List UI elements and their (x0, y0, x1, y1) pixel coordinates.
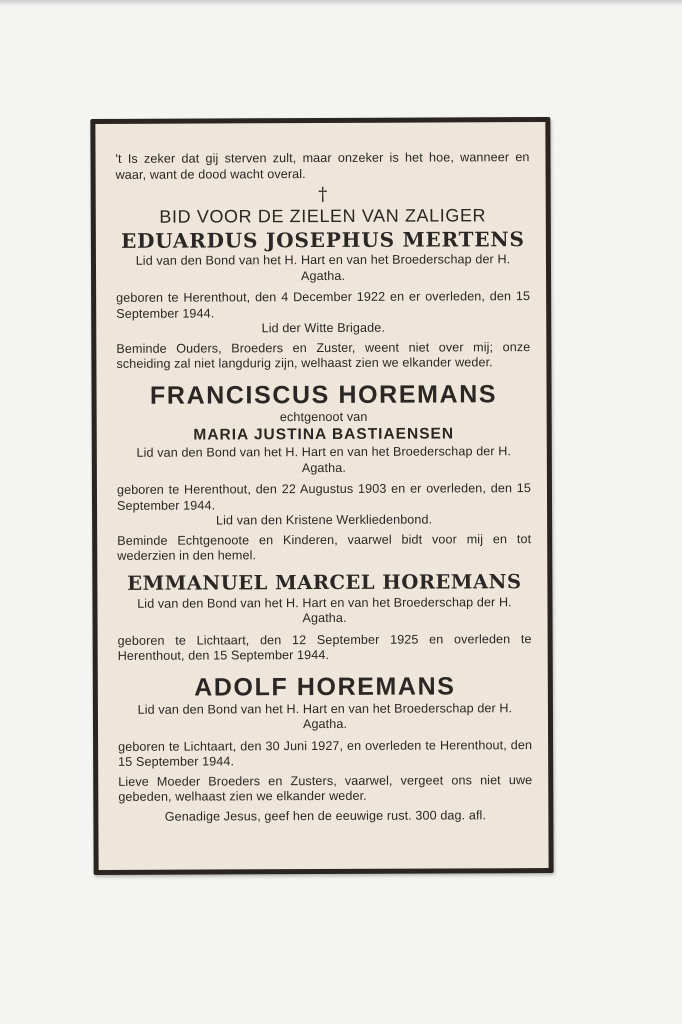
spouse-intro: echtgenoot van (279, 409, 368, 424)
extra-franciscus: Lid van den Kristene Werkliedenbond. (215, 512, 433, 528)
birth-death-eduardus: geboren te Herenthout, den 4 December 1922 en er overleden, den 15 September 1944. (116, 289, 531, 321)
person-name-emmanuel: EMMANUEL MARCEL HOREMANS (127, 569, 522, 595)
membership-emmanuel: Lid van den Bond van het H. Hart en van het Broederschap der H. Agatha. (137, 594, 512, 626)
membership-adolf: Lid van den Bond van het H. Hart en van het Broederschap der H. Agatha. (137, 700, 513, 732)
scan-edge (0, 0, 682, 6)
person-name-franciscus: FRANCISCUS HOREMANS (149, 379, 498, 410)
closing-prayer: Genadige Jesus, geef hen de eeuwige rust. 300 dag. afl. (164, 807, 487, 824)
membership-eduardus: Lid van den Bond van het H. Hart en van het Broederschap der H. Agatha. (135, 252, 511, 283)
card-text (115, 150, 532, 825)
farewell-eduardus: Beminde Ouders, Broeders en Zuster, weent niet over mij; onze scheiding zal niet langdurig zijn, welhaast zien we elkander weder. (116, 339, 531, 371)
birth-death-adolf: geboren te Lichtaart, den 30 Juni 1927, en overleden te Herenthout, den 15 September 1944. (118, 737, 533, 769)
person-name-eduardus: EDUARDUS JOSEPHUS MERTENS (121, 227, 525, 253)
birth-death-emmanuel: geboren te Lichtaart, den 12 September 1925 en overleden te Herenthout, den 15 September 1944. (117, 631, 532, 663)
motto: 't Is zeker dat gij sterven zult, maar onzeker is het hoe, wanneer en waar, want de dood wacht overal. (115, 150, 530, 182)
membership-franciscus: Lid van den Bond van het H. Hart en van het Broederschap der H. Agatha. (136, 444, 512, 475)
extra-eduardus: Lid der Witte Brigade. (261, 320, 385, 336)
farewell-adolf: Lieve Moeder Broeders en Zusters, vaarwel, vergeet ons niet uwe gebeden, welhaast zien we elkander weder. (118, 772, 533, 804)
cross-icon: † (318, 183, 328, 206)
spouse-name: MARIA JUSTINA BASTIAENSEN (193, 425, 455, 444)
memorial-card (90, 117, 553, 875)
person-name-adolf: ADOLF HOREMANS (194, 671, 456, 702)
birth-death-franciscus: geboren te Herenthout, den 22 Augustus 1903 en er overleden, den 15 September 1944. (116, 481, 531, 513)
prayer-intro: BID VOOR DE ZIELEN VAN ZALIGER (159, 205, 487, 227)
farewell-franciscus: Beminde Echtgenoote en Kinderen, vaarwel bidt voor mij en tot wederzien in den hemel. (117, 531, 532, 563)
